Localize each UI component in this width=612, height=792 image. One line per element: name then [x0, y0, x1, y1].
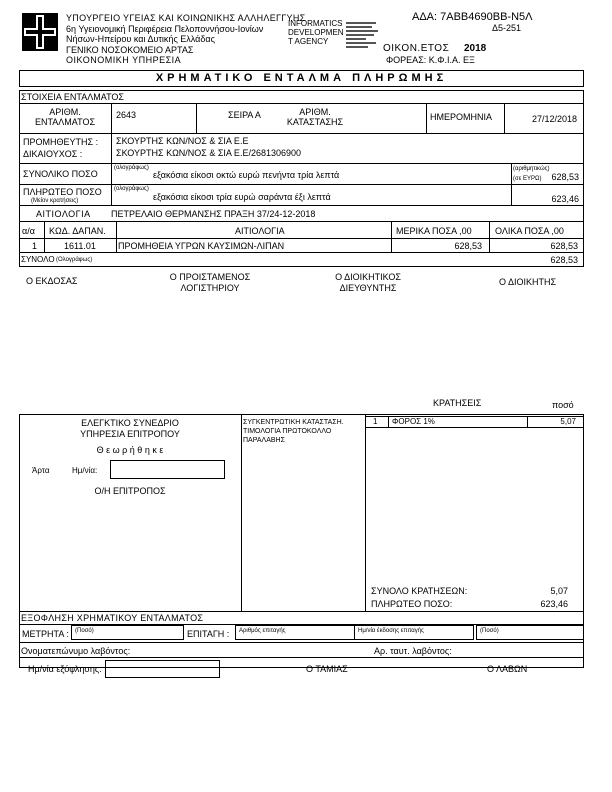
col-partial: ΜΕΡΙΚΑ ΠΟΣΑ ,00	[396, 226, 472, 236]
payable-label: ΠΛΗΡΩΤΕΟ ΠΟΣΟ	[23, 187, 102, 197]
cross-logo-icon	[22, 13, 58, 51]
section-title: ΣΤΟΙΧΕΙΑ ΕΝΤΑΛΜΑΤΟΣ	[21, 92, 124, 102]
col-reason: ΑΙΤΙΟΛΟΓΙΑ	[235, 226, 285, 236]
col-total: ΟΛΙΚΑ ΠΟΣΑ ,00	[495, 226, 564, 236]
total-num-label: (αριθμητικώς)	[513, 166, 550, 172]
paid-date-input[interactable]	[105, 660, 220, 678]
beneficiary-label: ΔΙΚΑΙΟΥΧΟΣ :	[23, 149, 83, 159]
audit-date-input[interactable]	[110, 460, 225, 479]
sum-label: ΣΥΝΟΛΟ	[21, 255, 55, 264]
cash-label: ΜΕΤΡΗΤΑ :	[22, 629, 69, 639]
check-date-input[interactable]	[354, 625, 474, 640]
reason-label: ΑΙΤΙΟΛΟΓΙΑ	[36, 209, 91, 219]
logo	[22, 13, 58, 51]
deductions-total-label: ΣΥΝΟΛΟ ΚΡΑΤΗΣΕΩΝ:	[371, 586, 468, 596]
sig-admin-1: Ο ΔΙΟΙΚΗΤΙΚΟΣ	[335, 272, 401, 282]
sum-sub-label: (Ολογράφως)	[56, 257, 93, 263]
fiscal-year: 2018	[464, 43, 487, 54]
sig-head-2: ΛΟΓΙΣΤΗΡΙΟΥ	[180, 283, 240, 293]
sum-value: 628,53	[550, 255, 578, 265]
date-label: ΗΜΕΡΟΜΗΝΙΑ	[430, 112, 493, 122]
total-label: ΣΥΝΟΛΙΚΟ ΠΟΣΟ	[23, 169, 98, 179]
payable-words-label: (ολογράφως)	[114, 186, 149, 192]
payable-sub-label: (Μείον κρατήσεις)	[31, 198, 79, 204]
receiver-id-label: Αρ. ταυτ. λαβόντος:	[374, 646, 452, 656]
order-date: 27/12/2018	[531, 114, 577, 124]
supplier-name: ΣΚΟΥΡΤΗΣ ΚΩΝ/ΝΟΣ & ΣΙΑ Ε.Ε	[116, 136, 249, 146]
collective-line-1: ΣΥΓΚΕΝΤΡΩΤΙΚΗ ΚΑΤΑΣΤΑΣΗ.	[243, 419, 344, 426]
deductions-total: 5,07	[550, 586, 568, 596]
table-row-code: 1611.01	[64, 241, 96, 251]
check-amount-input[interactable]	[476, 625, 584, 640]
audit-line-2: ΥΠΗΡΕΣΙΑ ΕΠΙΤΡΟΠΟΥ	[80, 429, 180, 439]
page-title: ΧΡΗΜΑΤΙΚΟ ΕΝΤΑΛΜΑ ΠΛΗΡΩΜΗΣ	[155, 72, 448, 84]
agency-line-3: T AGENCY	[288, 37, 329, 46]
order-number: 2643	[116, 110, 137, 120]
table-row-desc: ΠΡΟΜΗΘΕΙΑ ΥΓΡΩΝ ΚΑΥΣΙΜΩΝ-ΛΙΠΑΝ	[118, 241, 285, 251]
audit-committee: Ο/Η ΕΠΙΤΡΟΠΟΣ	[94, 486, 166, 496]
check-label: ΕΠΙΤΑΓΗ :	[187, 629, 230, 639]
agency-line-1: INFORMATICS	[288, 19, 343, 28]
check-number-label: Αριθμός επιταγής	[239, 628, 286, 634]
table-row-total: 628,53	[550, 241, 578, 251]
collective-line-2: ΤΙΜΟΛΟΓΙΑ ΠΡΩΤΟΚΟΛΛΟ	[243, 428, 332, 435]
reason-text: ΠΕΤΡΕΛΑΙΟ ΘΕΡΜΑΝΣΗΣ ΠΡΑΞΗ 37/24-12-2018	[111, 209, 316, 219]
status-number-label: ΑΡΙΘΜ. ΚΑΤΑΣΤΑΣΗΣ	[286, 107, 344, 127]
title-bar	[19, 70, 584, 87]
total-words-label: (ολογράφως)	[114, 165, 149, 171]
check-number-input[interactable]	[235, 625, 355, 640]
deduction-name: ΦΟΡΟΣ 1%	[392, 417, 435, 426]
total-amount: 628,53	[551, 172, 579, 182]
payable-words: εξακόσια είκοσι τρία ευρώ σαράντα έξι λεπτά	[153, 192, 331, 202]
deduction-no: 1	[373, 417, 378, 426]
total-currency: (σε ΕΥΡΩ)	[513, 176, 542, 182]
deductions-amount-label: ποσό	[552, 400, 574, 410]
receiver-label: Ο ΛΑΒΩΝ	[487, 664, 528, 674]
col-aa: α/α	[22, 226, 35, 236]
table-row-aa: 1	[32, 241, 38, 251]
doc-code: Δ5-251	[492, 23, 522, 33]
agency-fine-print	[346, 20, 380, 54]
deductions-payable: 623,46	[540, 599, 568, 609]
payable-amount: 623,46	[551, 194, 579, 204]
collective-line-3: ΠΑΡΑΛΑΒΗΣ	[243, 437, 285, 444]
audit-seen: Θ ε ω ρ ή θ η κ ε	[96, 445, 164, 455]
cashier-label: Ο ΤΑΜΙΑΣ	[306, 664, 348, 674]
check-date-label: Ημ/νία έκδοσης επιταγής	[358, 628, 424, 634]
ada-code: ΑΔΑ: 7ΑΒΒ4690ΒΒ-Ν5Λ	[412, 11, 533, 23]
paid-date-label: Ημ/νία εξόφλησης:	[28, 664, 102, 674]
agency-line-2: DEVELOPMEN	[288, 28, 344, 37]
audit-date-label: Ημ/νία:	[72, 466, 98, 475]
total-words: εξακόσια είκοσι οκτώ ευρώ πενήντα τρία λεπτά	[153, 170, 340, 180]
cash-sub-label: (Ποσό)	[75, 628, 94, 634]
header-ministry: ΥΠΟΥΡΓΕΙΟ ΥΓΕΙΑΣ ΚΑΙ ΚΟΙΝΩΝΙΚΗΣ ΑΛΛΗΛΕΓΓΥΗΣ	[66, 13, 306, 23]
carrier: ΦΟΡΕΑΣ: Κ.Φ.Ι.Α. ΕΞ	[386, 55, 475, 65]
deductions-title: ΚΡΑΤΗΣΕΙΣ	[433, 398, 482, 408]
sig-director: Ο ΔΙΟΙΚΗΤΗΣ	[499, 277, 557, 287]
cash-input[interactable]	[71, 625, 184, 640]
header-region: 6η Υγειονομική Περιφέρεια Πελοποννήσου-Ιονίων	[66, 24, 264, 34]
receiver-name-label: Ονοματεπώνυμο λαβόντος:	[21, 646, 131, 656]
deduction-amount: 5,07	[560, 417, 576, 426]
header-region-2: Νήσων-Ηπείρου και Δυτικής Ελλάδας	[66, 34, 215, 44]
audit-line-1: ΕΛΕΓΚΤΙΚΟ ΣΥΝΕΔΡΙΟ	[81, 418, 179, 428]
audit-city: Άρτα	[32, 466, 50, 475]
header-hospital: ΓΕΝΙΚΟ ΝΟΣΟΚΟΜΕΙΟ ΑΡΤΑΣ	[66, 45, 194, 55]
header-service: ΟΙΚΟΝΟΜΙΚΗ ΥΠΗΡΕΣΙΑ	[66, 55, 182, 65]
order-number-label: ΑΡΙΘΜ. ΕΝΤΑΛΜΑΤΟΣ	[34, 107, 96, 127]
settlement-title: ΕΞΟΦΛΗΣΗ ΧΡΗΜΑΤΙΚΟΥ ΕΝΤΑΛΜΑΤΟΣ	[21, 613, 204, 623]
fiscal-year-label: ΟΙΚΟΝ.ΕΤΟΣ	[383, 43, 450, 54]
sig-issuer: Ο ΕΚΔΟΣΑΣ	[26, 276, 78, 286]
table-row-partial: 628,53	[454, 241, 482, 251]
deductions-payable-label: ΠΛΗΡΩΤΕΟ ΠΟΣΟ:	[371, 599, 453, 609]
col-code: ΚΩΔ. ΔΑΠΑΝ.	[49, 226, 106, 236]
check-amount-label: (Ποσό)	[480, 628, 499, 634]
supplier-label: ΠΡΟΜΗΘΕΥΤΗΣ :	[23, 137, 99, 147]
series-label: ΣΕΙΡΑ Α	[228, 110, 261, 120]
sig-admin-2: ΔΙΕΥΘΥΝΤΗΣ	[339, 283, 397, 293]
beneficiary-name: ΣΚΟΥΡΤΗΣ ΚΩΝ/ΝΟΣ & ΣΙΑ Ε.Ε/2681306900	[116, 148, 301, 158]
sig-head-1: Ο ΠΡΟΙΣΤΑΜΕΝΟΣ	[169, 272, 251, 282]
